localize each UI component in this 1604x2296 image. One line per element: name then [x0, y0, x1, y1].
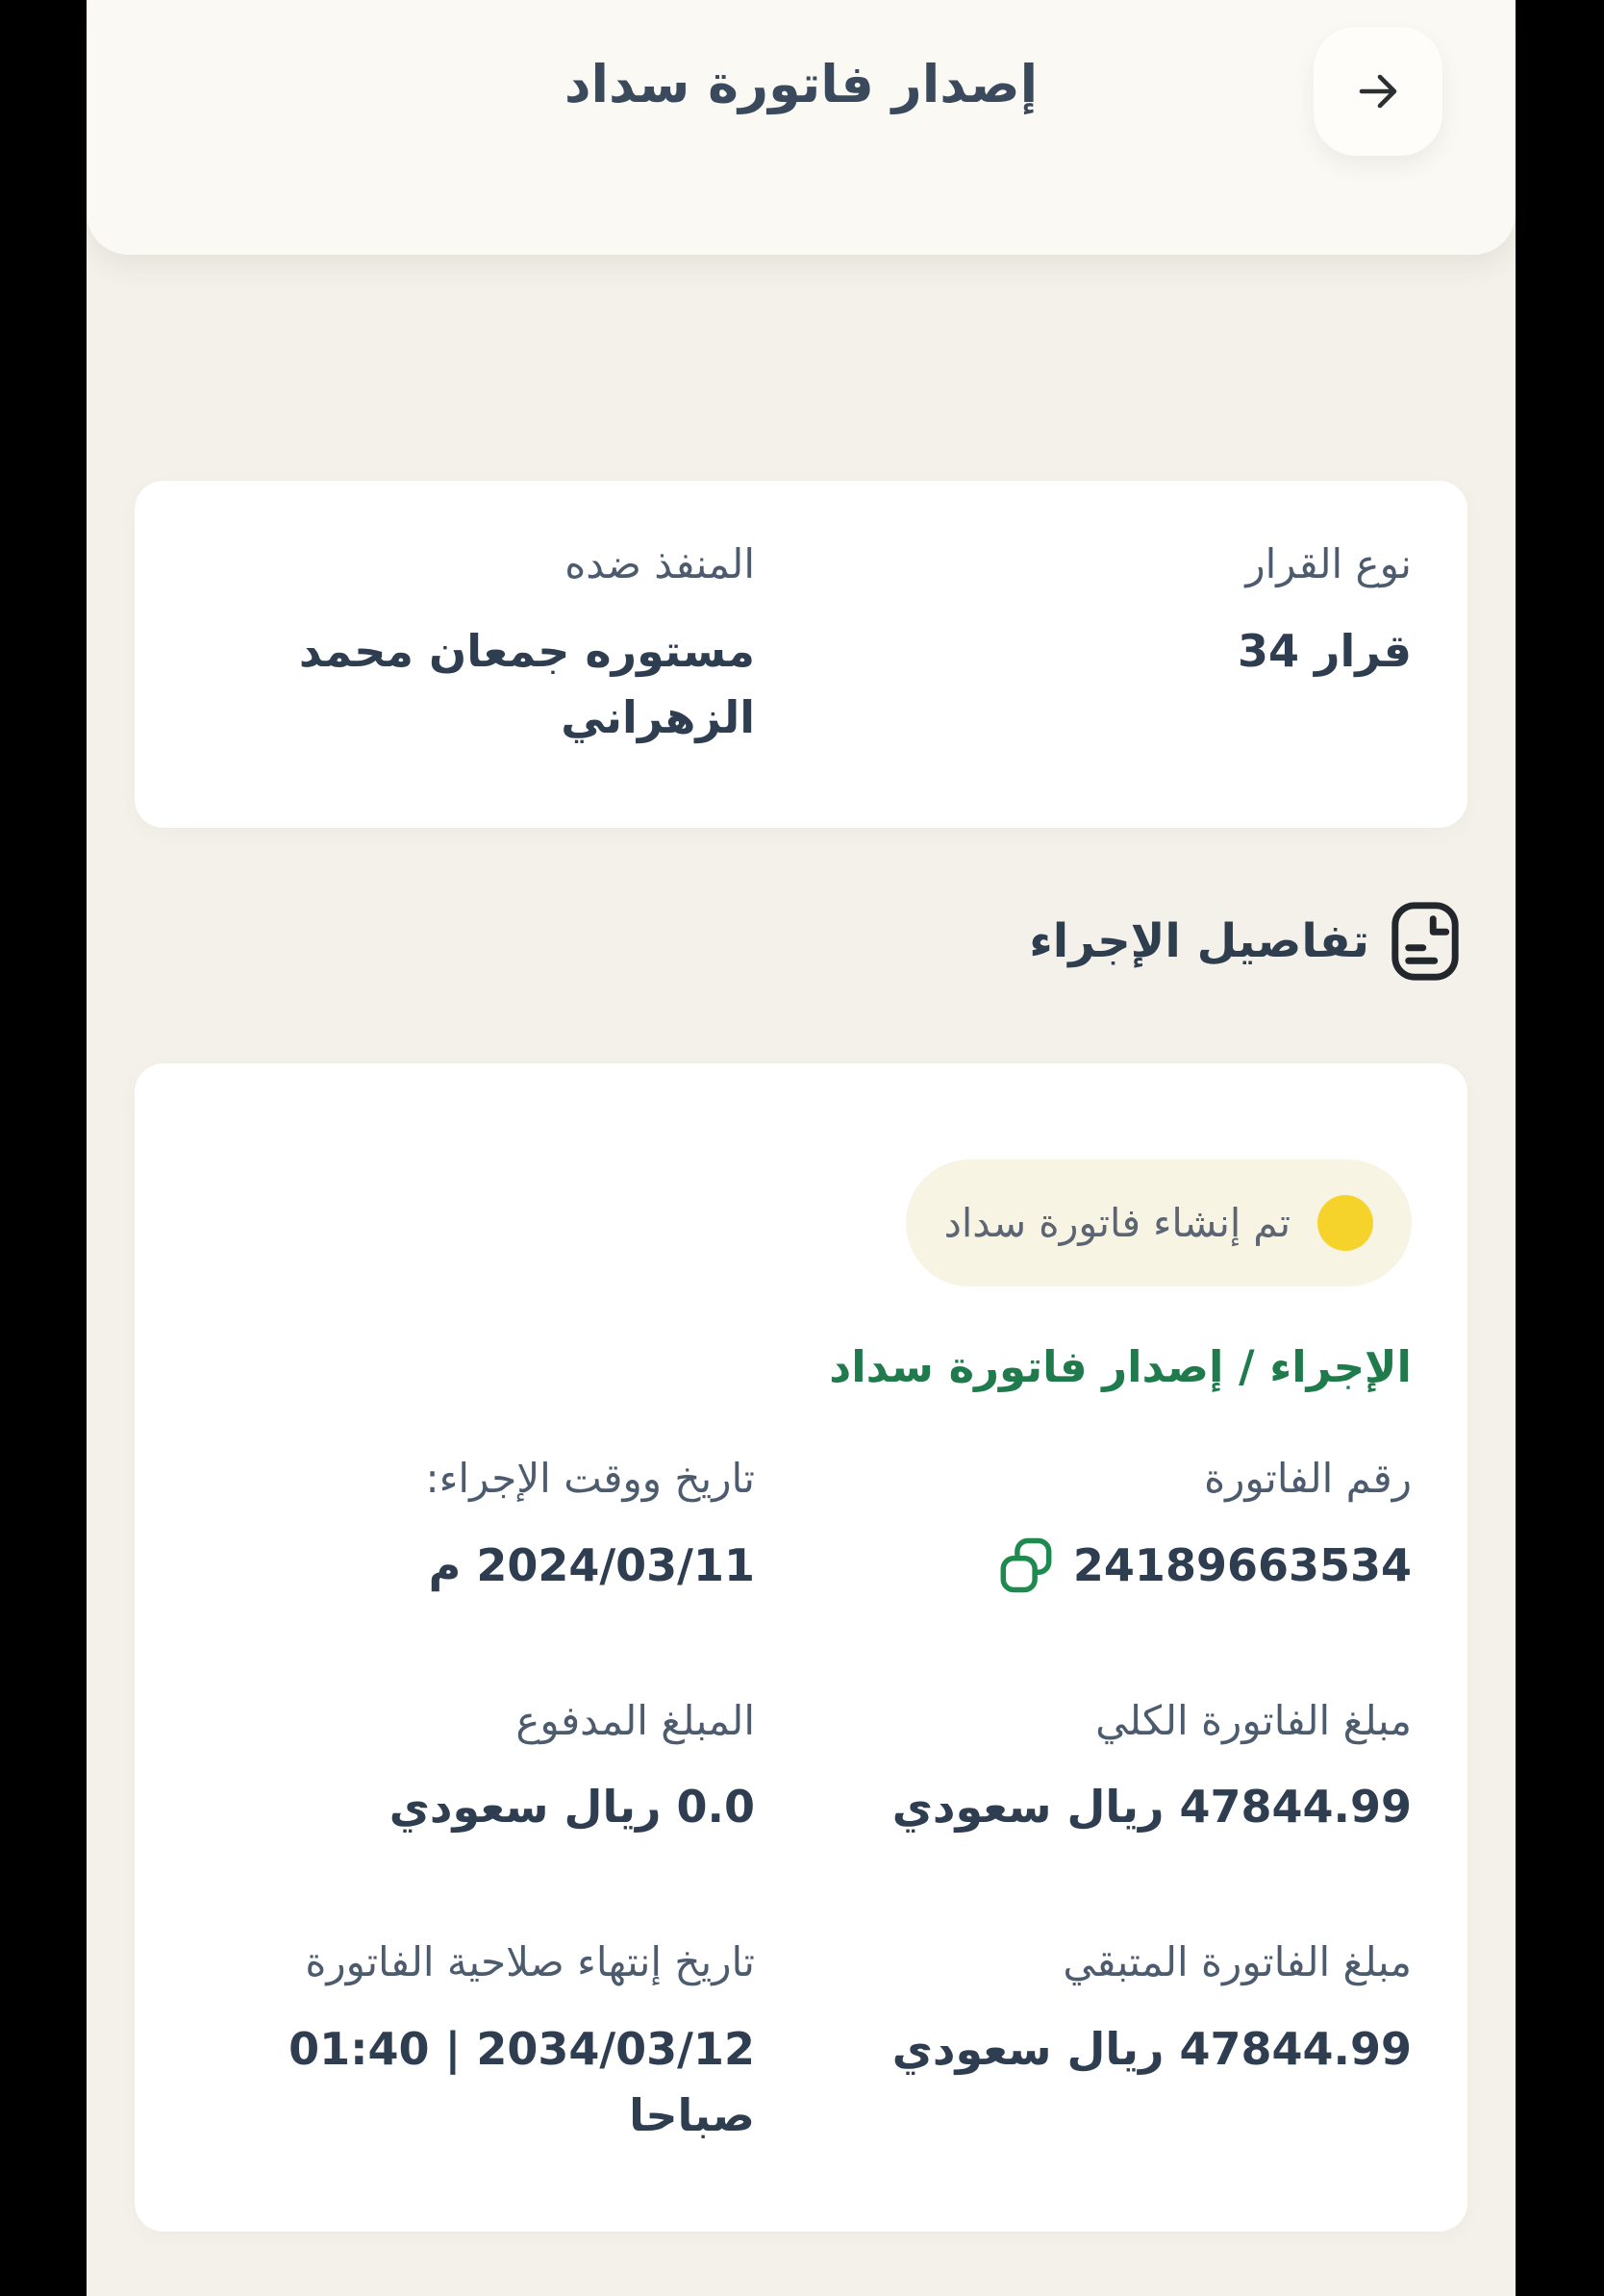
action-datetime-label: تاريخ ووقت الإجراء: [425, 1454, 755, 1502]
invoice-number-label: رقم الفاتورة [1204, 1454, 1412, 1502]
status-badge [906, 1160, 1412, 1286]
section-header [142, 901, 1460, 982]
invoice-number-value: 24189663534 [1072, 1538, 1412, 1591]
executed-against-label: المنفذ ضده [564, 540, 755, 587]
expiry-field [190, 1934, 801, 2149]
decision-type-label: نوع القرار [1245, 540, 1412, 587]
invoice-document-icon [1391, 901, 1460, 982]
status-dot-icon [1317, 1195, 1373, 1251]
paid-amount-field [190, 1693, 801, 1841]
action-datetime-field [190, 1451, 801, 1599]
status-badge-label: تم إنشاء فاتورة سداد [943, 1199, 1291, 1246]
paid-amount-value: 0.0 ريال سعودي [388, 1781, 755, 1834]
executed-against-value: مستوره جمعان محمد الزهراني [298, 624, 755, 743]
executed-against-field [190, 537, 801, 751]
remaining-amount-label: مبلغ الفاتورة المتبقي [1063, 1938, 1412, 1986]
action-path-title: الإجراء / إصدار فاتورة سداد [829, 1340, 1412, 1392]
decision-type-value: قرار 34 [1237, 624, 1412, 677]
page-title: إصدار فاتورة سداد [564, 54, 1039, 114]
app-screen [87, 0, 1516, 2296]
section-title: تفاصيل الإجراء [1029, 913, 1369, 968]
remaining-amount-field [801, 1934, 1412, 2149]
arrow-right-icon [1350, 63, 1406, 119]
total-amount-field [801, 1693, 1412, 1841]
top-app-bar [87, 0, 1516, 255]
decision-summary-card [135, 481, 1467, 828]
action-datetime-value: 2024/03/11 م [428, 1538, 755, 1591]
details-grid [190, 1451, 1412, 2149]
back-button[interactable] [1314, 27, 1442, 156]
paid-amount-label: المبلغ المدفوع [515, 1696, 755, 1744]
expiry-value: 2034/03/12 | 01:40 صباحا [288, 2023, 755, 2142]
total-amount-value: 47844.99 ريال سعودي [891, 1781, 1412, 1834]
decision-type-field [801, 537, 1412, 751]
expiry-label: تاريخ إنتهاء صلاحية الفاتورة [305, 1938, 755, 1986]
invoice-number-field [801, 1451, 1412, 1599]
action-details-card [135, 1063, 1467, 2232]
total-amount-label: مبلغ الفاتورة الكلي [1095, 1696, 1412, 1744]
remaining-amount-value: 47844.99 ريال سعودي [891, 2023, 1412, 2076]
copy-icon[interactable] [996, 1535, 1056, 1595]
